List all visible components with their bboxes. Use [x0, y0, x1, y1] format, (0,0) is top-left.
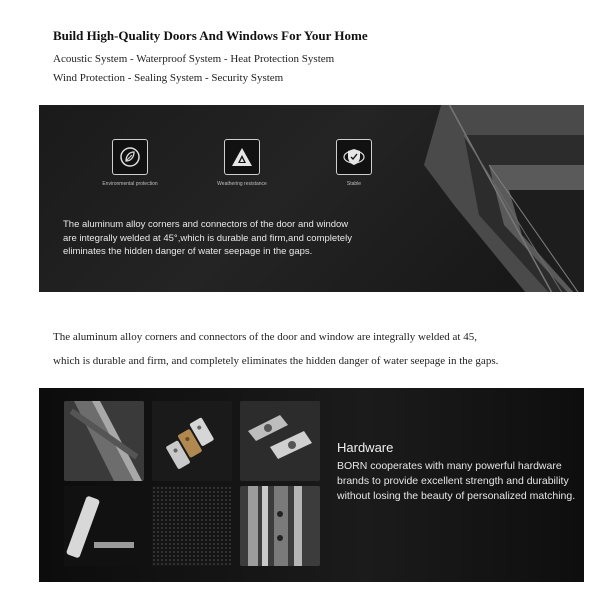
hardware-photo-brackets [240, 401, 320, 481]
triangle-icon [224, 139, 260, 175]
hardware-text [337, 440, 577, 504]
feature-icons [74, 139, 410, 187]
leaf-icon [112, 139, 148, 175]
feature-weathering [186, 139, 298, 187]
systems-line-2: Wind Protection - Sealing System - Security System [53, 72, 284, 84]
welding-text-section [53, 331, 583, 379]
door-frame-image [304, 105, 584, 292]
corner-welding-banner [39, 105, 584, 292]
hardware-photo-handle [64, 486, 144, 566]
welding-text-line-1: The aluminum alloy corners and connectors of the door and window are integrally welded at 45, [53, 331, 477, 343]
hardware-photo-profile [240, 486, 320, 566]
welding-description: The aluminum alloy corners and connectors of the door and window are integrally welded at 45°,which is durable and firm,and completely eliminates the hidden danger of water seepage in the gaps. [63, 219, 352, 257]
feature-label: Weathering resistance [217, 181, 267, 187]
feature-label: Environmental protection [102, 181, 158, 187]
intro-section [53, 28, 573, 91]
hardware-photo-grid [64, 401, 320, 566]
shield-icon [336, 139, 372, 175]
feature-stable [298, 139, 410, 187]
hardware-photo-hinges [152, 401, 232, 481]
hardware-photo-mesh [152, 486, 232, 566]
hardware-banner [39, 388, 584, 582]
page-title: Build High-Quality Doors And Windows For Your Home [53, 28, 368, 43]
systems-line-1: Acoustic System - Waterproof System - Heat Protection System [53, 53, 335, 65]
hardware-heading: Hardware [337, 440, 394, 455]
hardware-description: BORN cooperates with many powerful hardware brands to provide excellent strength and durability without losing the beauty of personalized matching. [337, 460, 576, 502]
welding-text-line-2: which is durable and firm, and completely eliminates the hidden danger of water seepage in the gaps. [53, 355, 499, 367]
hardware-photo-frame [64, 401, 144, 481]
feature-label: Stable [346, 181, 362, 187]
feature-environmental [74, 139, 186, 187]
